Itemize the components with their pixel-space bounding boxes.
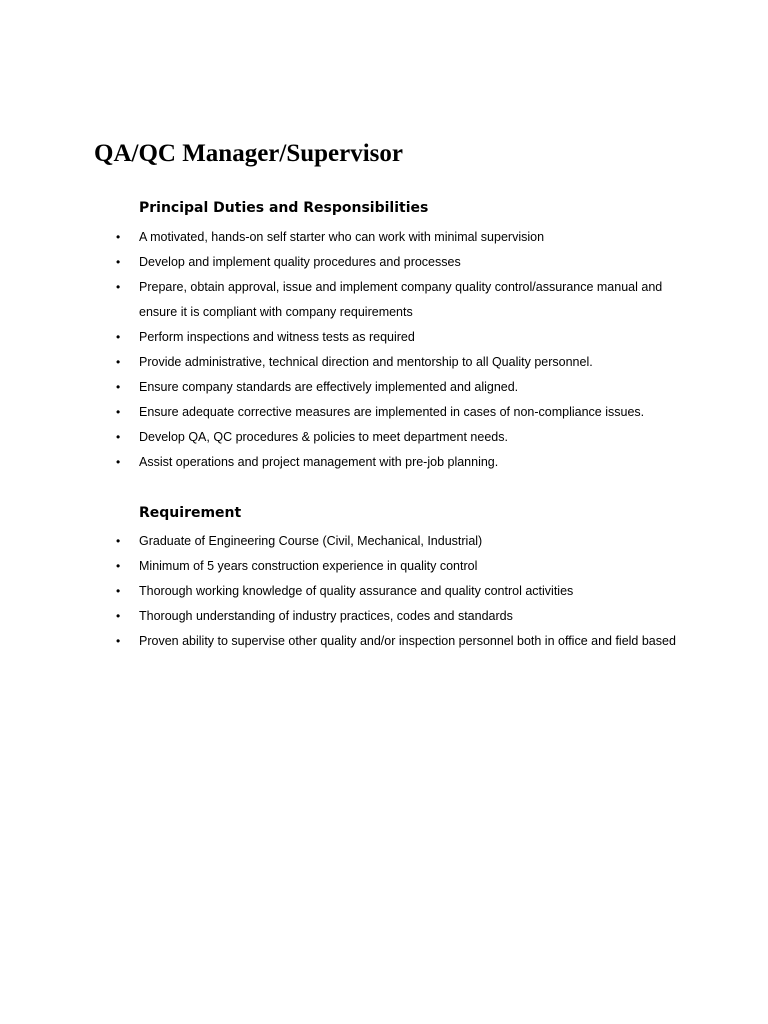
requirement-text: Graduate of Engineering Course (Civil, Mechanical, Industrial) <box>139 534 483 548</box>
duty-text: Perform inspections and witness tests as required <box>139 330 415 344</box>
duties-heading: Principal Duties and Responsibilities <box>139 200 429 216</box>
duty-text: A motivated, hands-on self starter who can work with minimal supervision <box>139 230 545 244</box>
document-title: QA/QC Manager/Supervisor <box>94 140 404 167</box>
requirement-item <box>0 554 684 579</box>
bullet-icon: • <box>116 280 121 294</box>
duty-text: Assist operations and project management with pre-job planning. <box>139 455 499 469</box>
requirement-heading: Requirement <box>139 505 242 521</box>
duty-item <box>0 350 684 375</box>
duty-text: Develop QA, QC procedures & policies to meet department needs. <box>139 430 508 444</box>
duty-item <box>0 225 684 250</box>
bullet-icon: • <box>116 330 121 344</box>
bullet-icon: • <box>116 609 121 623</box>
bullet-icon: • <box>116 230 121 244</box>
requirement-item <box>0 579 684 604</box>
requirement-list <box>0 529 768 654</box>
duty-item <box>0 250 684 275</box>
requirement-text: Minimum of 5 years construction experience in quality control <box>139 559 478 573</box>
bullet-icon: • <box>116 634 121 648</box>
duty-text: Prepare, obtain approval, issue and implement company quality control/assurance manual and ensure it is compliant with company requirements <box>139 280 663 319</box>
bullet-icon: • <box>116 380 121 394</box>
bullet-icon: • <box>116 255 121 269</box>
duty-item <box>0 425 684 450</box>
duty-text: Develop and implement quality procedures and processes <box>139 255 461 269</box>
requirement-item <box>0 604 684 629</box>
requirement-text: Thorough understanding of industry practices, codes and standards <box>139 609 513 623</box>
duty-item <box>0 375 684 400</box>
duty-item <box>0 450 684 475</box>
bullet-icon: • <box>116 355 121 369</box>
requirement-item <box>0 529 684 554</box>
duties-list <box>0 225 768 475</box>
bullet-icon: • <box>116 430 121 444</box>
requirement-text: Thorough working knowledge of quality assurance and quality control activities <box>139 584 574 598</box>
requirement-item <box>0 629 684 654</box>
bullet-icon: • <box>116 534 121 548</box>
bullet-icon: • <box>116 455 121 469</box>
duty-text: Ensure adequate corrective measures are implemented in cases of non-compliance issues. <box>139 405 645 419</box>
bullet-icon: • <box>116 559 121 573</box>
duty-item <box>0 325 684 350</box>
bullet-icon: • <box>116 405 121 419</box>
requirement-text: Proven ability to supervise other quality and/or inspection personnel both in office and field based <box>139 634 676 648</box>
bullet-icon: • <box>116 584 121 598</box>
duty-item <box>0 400 684 425</box>
duty-text: Ensure company standards are effectively implemented and aligned. <box>139 380 519 394</box>
duty-item <box>0 275 684 325</box>
duty-text: Provide administrative, technical direction and mentorship to all Quality personnel. <box>139 355 593 369</box>
